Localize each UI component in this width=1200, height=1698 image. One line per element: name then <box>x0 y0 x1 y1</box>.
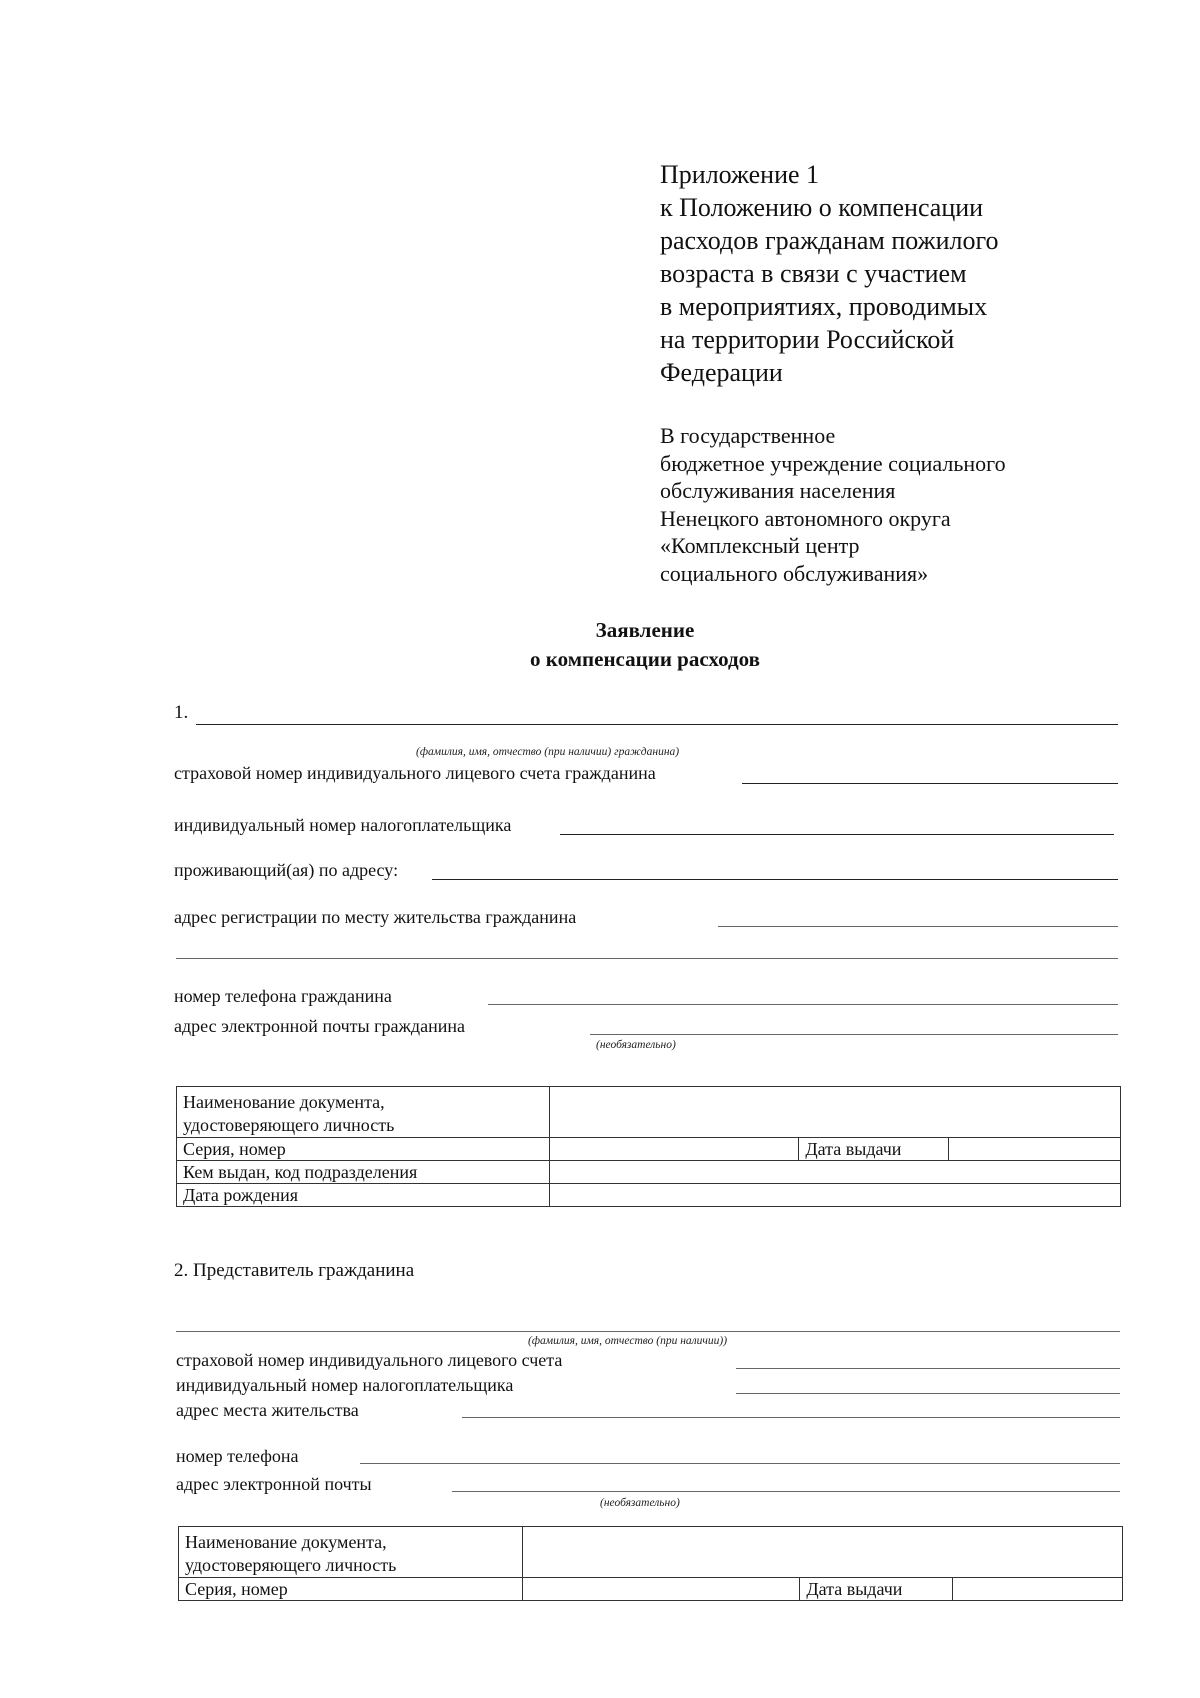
email-field[interactable] <box>590 1034 1118 1035</box>
rep-email-label: адрес электронной почты <box>176 1474 372 1494</box>
rep-series-label: Серия, номер <box>179 1578 523 1601</box>
addressee-line: обслуживания населения <box>660 478 896 503</box>
identity-document-table <box>176 1086 1121 1207</box>
registration-field-continued[interactable] <box>176 958 1118 959</box>
rep-identity-document-table <box>178 1526 1123 1601</box>
doc-name-label <box>177 1087 550 1138</box>
registration-label: адрес регистрации по месту жительства гражданина <box>174 907 577 927</box>
representative-name-field[interactable] <box>176 1331 1120 1332</box>
rep-issue-date-cell[interactable] <box>953 1578 1123 1601</box>
registration-field[interactable] <box>718 926 1118 927</box>
appendix-heading <box>660 158 998 389</box>
appendix-line: расходов гражданам пожилого <box>660 226 999 255</box>
addressee-line: бюджетное учреждение социального <box>660 450 1006 476</box>
rep-inn-label: индивидуальный номер налогоплательщика <box>176 1375 514 1395</box>
rep-email-optional-hint: (необязательно) <box>600 1497 680 1509</box>
rep-doc-name-cell[interactable] <box>522 1527 1122 1578</box>
title-line-2: о компенсации расходов <box>530 647 760 671</box>
rep-snils-label: страховой номер индивидуального лицевого счета <box>176 1350 563 1370</box>
title-line-1: Заявление <box>595 618 695 642</box>
issued-by-label: Кем выдан, код подразделения <box>177 1161 550 1184</box>
appendix-line: Приложение 1 <box>660 160 820 189</box>
birth-date-label: Дата рождения <box>177 1184 550 1207</box>
rep-phone-label: номер телефона <box>176 1446 299 1466</box>
issue-date-label: Дата выдачи <box>799 1138 949 1161</box>
doc-name-line-1: Наименование документа, <box>183 1092 385 1112</box>
full-name-hint: (фамилия, имя, отчество (при наличии) гражданина) <box>416 746 680 758</box>
series-label: Серия, номер <box>177 1138 550 1161</box>
rep-doc-name-line-2: удостоверяющего личность <box>185 1555 397 1575</box>
email-label: адрес электронной почты гражданина <box>174 1016 465 1036</box>
appendix-line: в мероприятиях, проводимых <box>660 292 988 321</box>
representative-name-hint: (фамилия, имя, отчество (при наличии)) <box>528 1335 728 1347</box>
phone-label: номер телефона гражданина <box>174 986 392 1006</box>
rep-phone-field[interactable] <box>360 1463 1120 1464</box>
addressee-line: социального обслуживания» <box>660 560 929 586</box>
inn-field[interactable] <box>560 834 1114 835</box>
doc-name-line-2: удостоверяющего личность <box>183 1115 395 1135</box>
appendix-line: на территории Российской <box>660 325 955 354</box>
residence-field[interactable] <box>432 879 1118 880</box>
addressee-line: «Комплексный центр <box>660 533 860 558</box>
rep-address-label: адрес места жительства <box>176 1400 359 1420</box>
issue-date-cell[interactable] <box>949 1138 1121 1161</box>
series-cell[interactable] <box>549 1138 799 1161</box>
rep-series-cell[interactable] <box>522 1578 800 1601</box>
section2-heading: 2. Представитель гражданина <box>174 1260 415 1281</box>
birth-date-cell[interactable] <box>549 1184 1120 1207</box>
appendix-line: возраста в связи с участием <box>660 259 967 288</box>
rep-issue-date-label: Дата выдачи <box>800 1578 953 1601</box>
rep-doc-name-label <box>179 1527 523 1578</box>
section1-number: 1. <box>174 702 189 723</box>
inn-label: индивидуальный номер налогоплательщика <box>174 815 512 835</box>
rep-email-field[interactable] <box>452 1491 1120 1492</box>
full-name-field[interactable] <box>196 724 1118 725</box>
issued-by-cell[interactable] <box>549 1161 1120 1184</box>
snils-label: страховой номер индивидуального лицевого счета гражданина <box>174 763 656 783</box>
addressee-block <box>660 422 1006 587</box>
addressee-line: Ненецкого автономного округа <box>660 505 951 531</box>
rep-snils-field[interactable] <box>736 1368 1120 1369</box>
rep-address-field[interactable] <box>462 1417 1120 1418</box>
appendix-line: к Положению о компенсации <box>660 193 984 222</box>
residence-label: проживающий(ая) по адресу: <box>174 860 399 880</box>
phone-field[interactable] <box>488 1004 1118 1005</box>
doc-name-cell[interactable] <box>549 1087 1120 1138</box>
rep-inn-field[interactable] <box>736 1393 1120 1394</box>
document-title <box>0 616 1200 674</box>
rep-doc-name-line-1: Наименование документа, <box>185 1532 387 1552</box>
snils-field[interactable] <box>742 783 1118 784</box>
appendix-line: Федерации <box>660 358 783 387</box>
email-optional-hint: (необязательно) <box>596 1039 676 1051</box>
addressee-line: В государственное <box>660 423 836 448</box>
